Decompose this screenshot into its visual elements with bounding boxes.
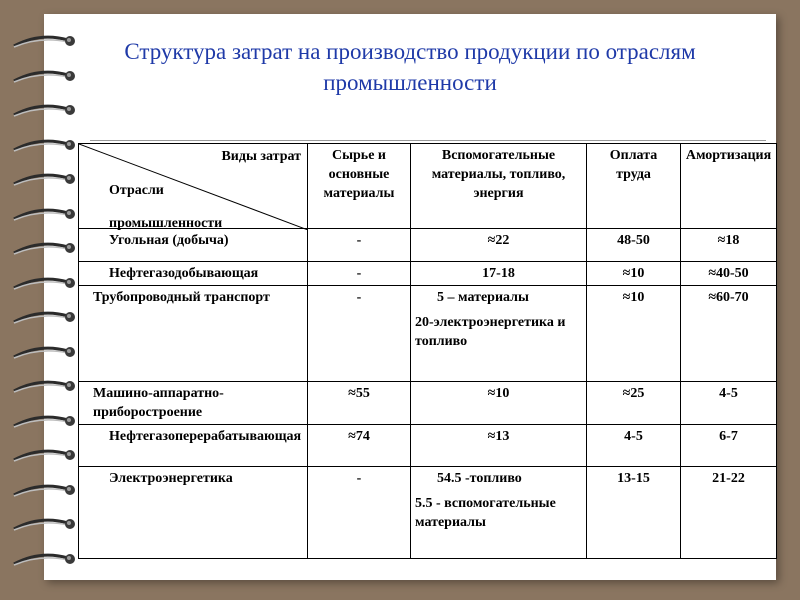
col-header-depreciation: Амортизация xyxy=(681,144,777,229)
cell-raw: - xyxy=(308,262,411,286)
row-name: Электроэнергетика xyxy=(79,467,308,559)
row-name: Машино-аппаратно-приборостроение xyxy=(79,382,308,425)
cell-labor: ≈10 xyxy=(587,286,681,382)
cell-labor: 4-5 xyxy=(587,425,681,467)
table-row xyxy=(79,382,777,425)
spiral-ring-icon xyxy=(10,448,76,464)
cell-labor: 48-50 xyxy=(587,229,681,262)
cell-raw: ≈55 xyxy=(308,382,411,425)
corner-top-label: Виды затрат xyxy=(221,149,301,164)
spiral-ring-icon xyxy=(10,552,76,568)
cell-depr: ≈18 xyxy=(681,229,777,262)
cost-structure-table xyxy=(78,143,777,559)
row-name: Угольная (добыча) xyxy=(79,229,308,262)
cell-labor: ≈10 xyxy=(587,262,681,286)
col-header-auxiliary: Вспомогательные материалы, топливо, энергия xyxy=(411,144,587,229)
table-row xyxy=(79,425,777,467)
cell-aux-line-1: 54.5 -топливо xyxy=(437,471,522,486)
corner-header-cell xyxy=(79,144,308,229)
corner-bottom-line-2: промышленности xyxy=(109,216,223,231)
cell-depr: 21-22 xyxy=(681,467,777,559)
cell-raw: - xyxy=(308,286,411,382)
cell-raw: ≈74 xyxy=(308,425,411,467)
row-name: Трубопроводный транспорт xyxy=(79,286,308,382)
corner-bottom-line-1: Отрасли xyxy=(109,183,164,198)
row-name: Нефтегазоперерабатывающая xyxy=(79,425,308,467)
slide-title: Структура затрат на производство продукции по отраслям промышленности xyxy=(124,39,696,95)
cell-labor: ≈25 xyxy=(587,382,681,425)
table-row xyxy=(79,262,777,286)
spiral-ring-icon xyxy=(10,172,76,188)
cell-aux: ≈13 xyxy=(411,425,587,467)
cell-aux-line-1: 5 – материалы xyxy=(437,290,529,305)
header-row xyxy=(79,144,777,229)
spiral-ring-icon xyxy=(10,207,76,223)
col-header-labor: Оплата труда xyxy=(587,144,681,229)
spiral-ring-icon xyxy=(10,345,76,361)
cell-raw: - xyxy=(308,467,411,559)
spiral-ring-icon xyxy=(10,483,76,499)
spiral-ring-icon xyxy=(10,138,76,154)
divider xyxy=(90,140,766,141)
cell-aux-line-2: 5.5 - вспомогательные материалы xyxy=(415,496,556,530)
cell-aux: ≈10 xyxy=(411,382,587,425)
spiral-ring-icon xyxy=(10,276,76,292)
col-header-raw-materials: Сырье и основные материалы xyxy=(308,144,411,229)
cell-depr: ≈40-50 xyxy=(681,262,777,286)
spiral-ring-icon xyxy=(10,310,76,326)
table-row xyxy=(79,467,777,559)
cell-aux: ≈22 xyxy=(411,229,587,262)
cell-depr: ≈60-70 xyxy=(681,286,777,382)
cell-aux xyxy=(411,286,587,382)
cell-depr: 4-5 xyxy=(681,382,777,425)
cell-raw: - xyxy=(308,229,411,262)
cell-aux xyxy=(411,467,587,559)
table-row xyxy=(79,286,777,382)
spiral-ring-icon xyxy=(10,517,76,533)
spiral-ring-icon xyxy=(10,103,76,119)
corner-bottom-label xyxy=(109,174,222,240)
cell-aux-line-2: 20-электроэнергетика и топливо xyxy=(415,315,566,349)
cell-labor: 13-15 xyxy=(587,467,681,559)
spiral-ring-icon xyxy=(10,379,76,395)
cell-depr: 6-7 xyxy=(681,425,777,467)
cell-aux: 17-18 xyxy=(411,262,587,286)
spiral-ring-icon xyxy=(10,414,76,430)
spiral-ring-icon xyxy=(10,241,76,257)
row-name: Нефтегазодобывающая xyxy=(79,262,308,286)
